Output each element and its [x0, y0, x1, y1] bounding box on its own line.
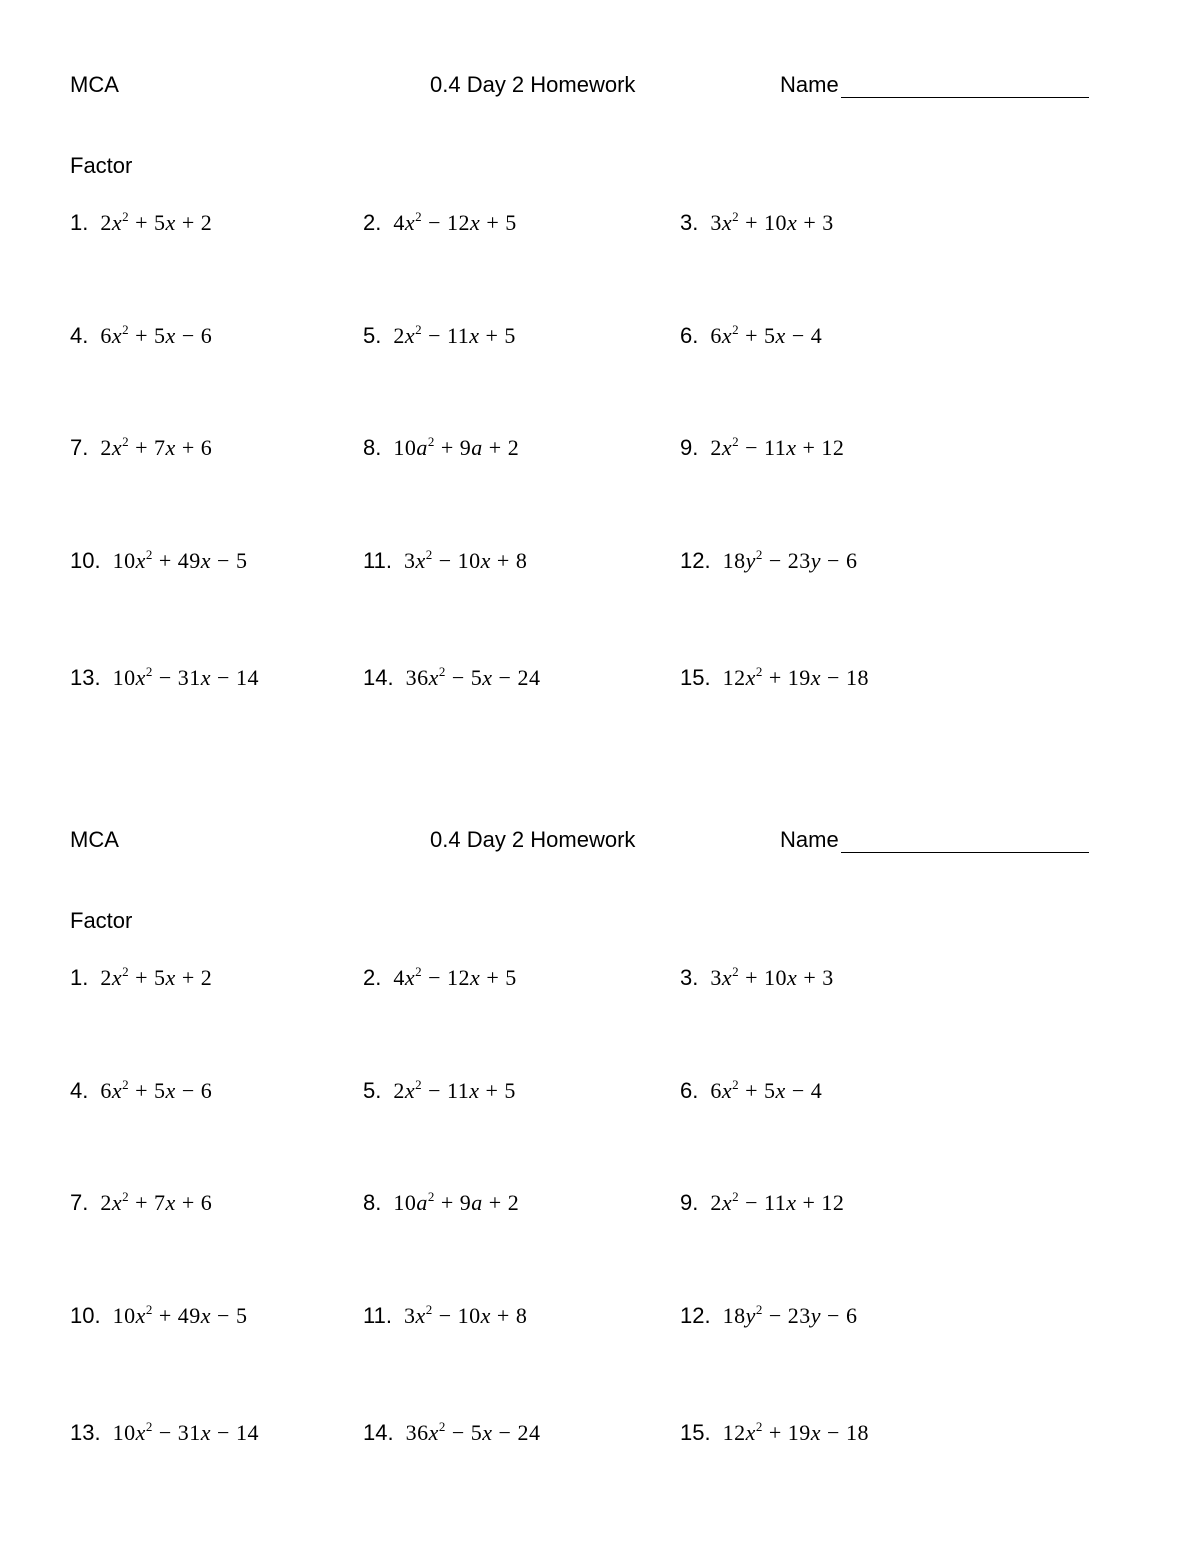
problem-number: 5. [363, 1078, 382, 1103]
problem-expression: $3x^2 - 10x + 8$ [403, 547, 528, 573]
problem-4 [70, 323, 212, 349]
problem-15 [680, 1420, 869, 1446]
problem-14 [363, 1420, 540, 1446]
problem-8 [363, 1190, 519, 1216]
problem-12 [680, 548, 857, 574]
name-label: Name [780, 827, 839, 852]
problem-expression: $36x^2 - 5x - 24$ [405, 664, 541, 690]
problem-number: 9. [680, 1190, 699, 1215]
problem-number: 1. [70, 210, 89, 235]
problem-number: 11. [363, 548, 392, 573]
problem-2 [363, 210, 517, 236]
name-blank-line[interactable] [841, 75, 1089, 98]
problem-number: 3. [680, 965, 699, 990]
problem-15 [680, 665, 869, 691]
worksheet-title: 0.4 Day 2 Homework [430, 72, 636, 97]
problem-number: 11. [363, 1303, 392, 1328]
problem-11 [363, 1303, 527, 1329]
problem-5 [363, 1078, 516, 1104]
problem-number: 8. [363, 1190, 382, 1215]
problem-expression: $6x^2 + 5x - 4$ [710, 322, 823, 348]
worksheet-bottom [0, 755, 1200, 1455]
instruction-text: Factor [70, 908, 133, 933]
problem-expression: $12x^2 + 19x - 18$ [722, 664, 869, 690]
problem-expression: $10x^2 + 49x - 5$ [112, 547, 248, 573]
name-blank-line[interactable] [841, 830, 1089, 853]
name-field[interactable] [780, 827, 1089, 853]
problem-13 [70, 1420, 259, 1446]
problem-expression: $10x^2 - 31x - 14$ [112, 664, 259, 690]
problem-expression: $18y^2 - 23y - 6$ [722, 1302, 858, 1328]
name-field[interactable] [780, 72, 1089, 98]
problem-number: 10. [70, 548, 101, 573]
problem-number: 1. [70, 965, 89, 990]
problem-expression: $2x^2 - 11x + 5$ [393, 1077, 516, 1103]
problem-number: 7. [70, 1190, 89, 1215]
problem-number: 14. [363, 1420, 394, 1445]
problem-number: 4. [70, 1078, 89, 1103]
problem-2 [363, 965, 517, 991]
problem-1 [70, 210, 212, 236]
problem-expression: $3x^2 + 10x + 3$ [710, 209, 834, 235]
problem-10 [70, 1303, 247, 1329]
instruction-text: Factor [70, 153, 133, 178]
problem-number: 5. [363, 323, 382, 348]
problem-6 [680, 1078, 822, 1104]
problem-number: 7. [70, 435, 89, 460]
course-label: MCA [70, 72, 119, 97]
problem-expression: $6x^2 + 5x - 4$ [710, 1077, 823, 1103]
problem-number: 14. [363, 665, 394, 690]
problem-number: 10. [70, 1303, 101, 1328]
problem-1 [70, 965, 212, 991]
problem-number: 4. [70, 323, 89, 348]
problem-number: 2. [363, 210, 382, 235]
worksheet-top [0, 0, 1200, 700]
problem-number: 6. [680, 1078, 699, 1103]
worksheet-title: 0.4 Day 2 Homework [430, 827, 636, 852]
problem-5 [363, 323, 516, 349]
problem-expression: $4x^2 - 12x + 5$ [393, 209, 517, 235]
problem-number: 3. [680, 210, 699, 235]
problem-expression: $36x^2 - 5x - 24$ [405, 1419, 541, 1445]
problem-7 [70, 435, 212, 461]
problem-number: 15. [680, 665, 711, 690]
problem-expression: $3x^2 + 10x + 3$ [710, 964, 834, 990]
problem-expression: $2x^2 - 11x + 12$ [710, 1189, 845, 1215]
problem-expression: $3x^2 - 10x + 8$ [403, 1302, 528, 1328]
problem-expression: $2x^2 + 5x + 2$ [100, 964, 213, 990]
problem-expression: $2x^2 + 5x + 2$ [100, 209, 213, 235]
problem-expression: $6x^2 + 5x - 6$ [100, 322, 213, 348]
problem-13 [70, 665, 259, 691]
problem-number: 12. [680, 1303, 711, 1328]
problem-expression: $18y^2 - 23y - 6$ [722, 547, 858, 573]
problem-expression: $2x^2 + 7x + 6$ [100, 434, 213, 460]
problem-number: 2. [363, 965, 382, 990]
problem-number: 9. [680, 435, 699, 460]
problem-12 [680, 1303, 857, 1329]
problem-14 [363, 665, 540, 691]
course-label: MCA [70, 827, 119, 852]
problem-7 [70, 1190, 212, 1216]
name-label: Name [780, 72, 839, 97]
problem-8 [363, 435, 519, 461]
problem-expression: $2x^2 - 11x + 12$ [710, 434, 845, 460]
problem-4 [70, 1078, 212, 1104]
problem-expression: $4x^2 - 12x + 5$ [393, 964, 517, 990]
problem-number: 12. [680, 548, 711, 573]
problem-expression: $2x^2 - 11x + 5$ [393, 322, 516, 348]
problem-11 [363, 548, 527, 574]
problem-expression: $2x^2 + 7x + 6$ [100, 1189, 213, 1215]
problem-3 [680, 965, 834, 991]
problem-expression: $10a^2 + 9a + 2$ [393, 1189, 520, 1215]
problem-6 [680, 323, 822, 349]
problem-10 [70, 548, 247, 574]
problem-expression: $6x^2 + 5x - 6$ [100, 1077, 213, 1103]
problem-number: 15. [680, 1420, 711, 1445]
problem-9 [680, 1190, 844, 1216]
problem-3 [680, 210, 834, 236]
problem-number: 6. [680, 323, 699, 348]
problem-number: 8. [363, 435, 382, 460]
problem-number: 13. [70, 665, 101, 690]
problem-9 [680, 435, 844, 461]
problem-number: 13. [70, 1420, 101, 1445]
problem-expression: $12x^2 + 19x - 18$ [722, 1419, 869, 1445]
problem-expression: $10a^2 + 9a + 2$ [393, 434, 520, 460]
problem-expression: $10x^2 - 31x - 14$ [112, 1419, 259, 1445]
problem-expression: $10x^2 + 49x - 5$ [112, 1302, 248, 1328]
